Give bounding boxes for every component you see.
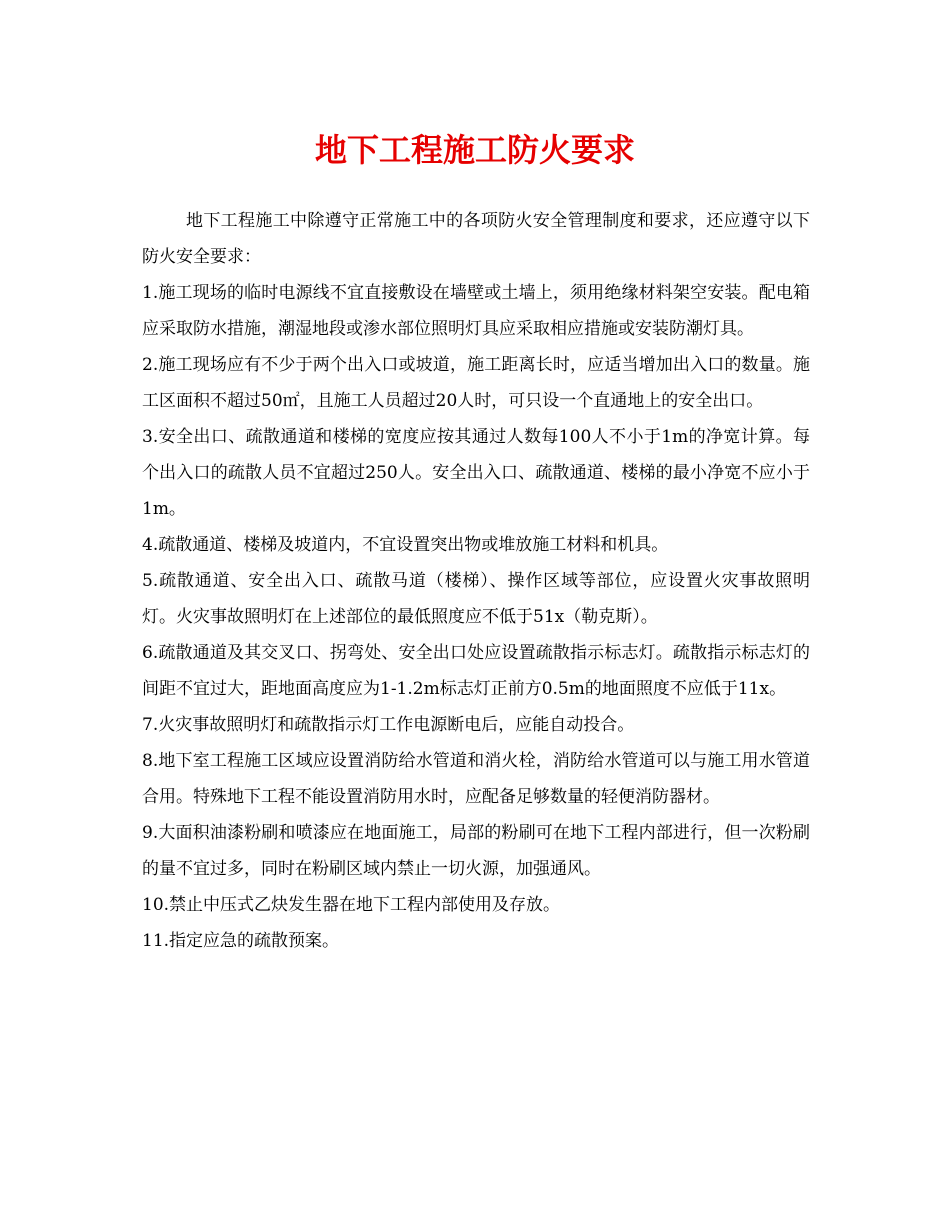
document-body xyxy=(142,203,810,959)
list-item: 8.地下室工程施工区域应设置消防给水管道和消火栓，消防给水管道可以与施工用水管道合用。特殊地下工程不能设置消防用水时，应配备足够数量的轻便消防器材。 xyxy=(142,751,810,807)
document-title: 地下工程施工防火要求 xyxy=(314,131,635,169)
list-item: 5.疏散通道、安全出入口、疏散马道（楼梯）、操作区域等部位，应设置火灾事故照明灯。火灾事故照明灯在上述部位的最低照度应不低于51x（勒克斯）。 xyxy=(142,571,810,627)
list-item: 9.大面积油漆粉刷和喷漆应在地面施工，局部的粉刷可在地下工程内部进行，但一次粉刷的量不宜过多，同时在粉刷区域内禁止一切火源，加强通风。 xyxy=(142,823,810,879)
list-item: 11.指定应急的疏散预案。 xyxy=(142,931,340,951)
list-item: 6.疏散通道及其交叉口、拐弯处、安全出口处应设置疏散指示标志灯。疏散指示标志灯的间距不宜过大，距地面高度应为1-1.2m标志灯正前方0.5m的地面照度不应低于11x。 xyxy=(142,643,810,699)
list-item: 3.安全出口、疏散通道和楼梯的宽度应按其通过人数每100人不小于1m的净宽计算。每个出入口的疏散人员不宜超过250人。安全出入口、疏散通道、楼梯的最小净宽不应小于1m。 xyxy=(142,427,810,519)
list-item: 4.疏散通道、楼梯及坡道内，不宜设置突出物或堆放施工材料和机具。 xyxy=(142,535,669,555)
list-item: 2.施工现场应有不少于两个出入口或坡道，施工距离长时，应适当增加出入口的数量。施工区面积不超过50㎡，且施工人员超过20人时，可只设一个直通地上的安全出口。 xyxy=(142,355,810,411)
list-item: 10.禁止中压式乙炔发生器在地下工程内部使用及存放。 xyxy=(142,895,561,915)
intro-paragraph: 地下工程施工中除遵守正常施工中的各项防火安全管理制度和要求，还应遵守以下防火安全要求： xyxy=(142,211,810,267)
list-item: 7.火灾事故照明灯和疏散指示灯工作电源断电后，应能自动投合。 xyxy=(142,715,635,735)
list-item: 1.施工现场的临时电源线不宜直接敷设在墙壁或土墙上，须用绝缘材料架空安装。配电箱应采取防水措施，潮湿地段或渗水部位照明灯具应采取相应措施或安装防潮灯具。 xyxy=(142,283,810,339)
